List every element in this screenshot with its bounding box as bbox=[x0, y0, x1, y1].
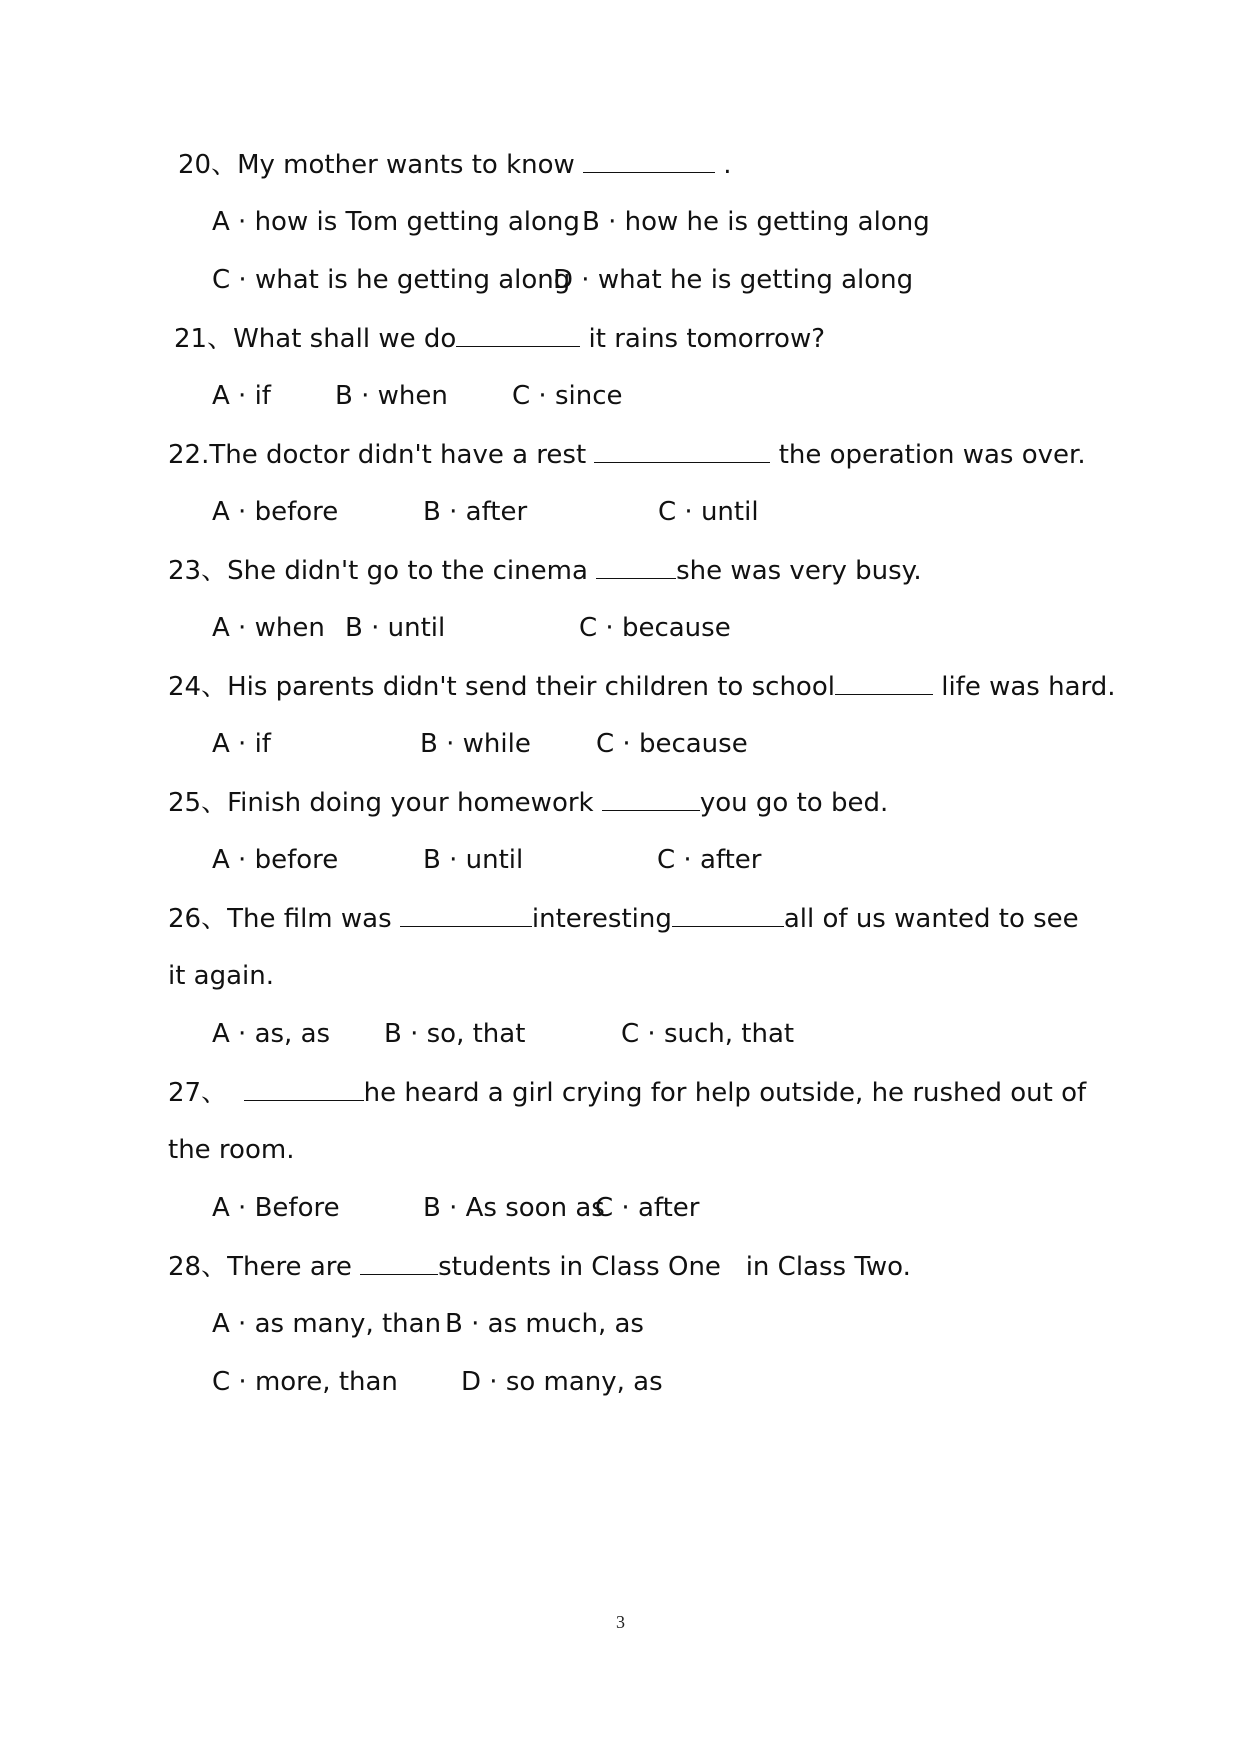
option-b: B · until bbox=[345, 613, 446, 643]
option-a: A · as, as bbox=[212, 1019, 331, 1049]
option-c: C · more, than bbox=[212, 1367, 398, 1397]
answer-blank bbox=[672, 902, 784, 927]
option-b: B · until bbox=[423, 845, 524, 875]
question-23 bbox=[168, 554, 922, 587]
question-text: 26、The film was bbox=[168, 904, 400, 934]
answer-blank bbox=[596, 554, 676, 579]
answer-blank bbox=[244, 1076, 364, 1101]
option-b: B · as much, as bbox=[445, 1309, 644, 1339]
question-text: 22.The doctor didn't have a rest bbox=[168, 440, 595, 470]
option-b: B · while bbox=[420, 729, 531, 759]
question-text: the operation was over. bbox=[770, 440, 1086, 470]
option-c: C · because bbox=[579, 613, 731, 643]
option-d: D · so many, as bbox=[461, 1367, 663, 1397]
option-c: C · until bbox=[658, 497, 759, 527]
answer-blank bbox=[594, 438, 770, 463]
question-25 bbox=[168, 786, 888, 819]
question-text: . bbox=[715, 150, 732, 180]
page-number: 3 bbox=[616, 1612, 625, 1632]
option-c: C · since bbox=[512, 381, 623, 411]
option-a: A · when bbox=[212, 613, 325, 643]
question-text: she was very busy. bbox=[676, 556, 922, 586]
option-a: A · as many, than bbox=[212, 1309, 442, 1339]
option-a: A · Before bbox=[212, 1193, 340, 1223]
answer-blank bbox=[400, 902, 532, 927]
question-text: 21、What shall we do bbox=[174, 324, 457, 354]
option-c: C · after bbox=[595, 1193, 700, 1223]
question-26-continued: it again. bbox=[168, 961, 275, 991]
option-c: C · such, that bbox=[621, 1019, 795, 1049]
question-24 bbox=[168, 670, 1116, 703]
question-20 bbox=[178, 148, 732, 181]
option-c: C · because bbox=[596, 729, 748, 759]
option-a: A · if bbox=[212, 381, 271, 411]
question-28 bbox=[168, 1250, 911, 1283]
question-26 bbox=[168, 902, 1079, 935]
option-b: B · so, that bbox=[384, 1019, 526, 1049]
option-b: B · As soon as bbox=[423, 1193, 605, 1223]
option-a: A · before bbox=[212, 497, 339, 527]
option-c: C · what is he getting along bbox=[212, 265, 571, 295]
question-text: 28、There are bbox=[168, 1252, 361, 1282]
option-a: A · before bbox=[212, 845, 339, 875]
question-text: all of us wanted to see bbox=[783, 904, 1079, 934]
option-b: B · after bbox=[423, 497, 528, 527]
question-27-continued: the room. bbox=[168, 1135, 295, 1165]
question-text: 27、 bbox=[168, 1078, 244, 1108]
question-22 bbox=[168, 438, 1086, 471]
question-text: students in Class One in Class Two. bbox=[438, 1252, 911, 1282]
answer-blank bbox=[583, 148, 715, 173]
question-text: 24、His parents didn't send their children to school bbox=[168, 672, 835, 702]
question-text: life was hard. bbox=[932, 672, 1116, 702]
answer-blank bbox=[456, 322, 580, 347]
answer-blank bbox=[360, 1250, 438, 1275]
option-b: B · when bbox=[335, 381, 448, 411]
option-c: C · after bbox=[657, 845, 762, 875]
option-a: A · if bbox=[212, 729, 271, 759]
question-text: 25、Finish doing your homework bbox=[168, 788, 602, 818]
question-21 bbox=[174, 322, 825, 355]
question-text: he heard a girl crying for help outside, he rushed out of bbox=[363, 1078, 1087, 1108]
question-text: 23、She didn't go to the cinema bbox=[168, 556, 597, 586]
question-text: 20、My mother wants to know bbox=[178, 150, 584, 180]
question-text: you go to bed. bbox=[699, 788, 889, 818]
option-a: A · how is Tom getting along bbox=[212, 207, 580, 237]
question-27 bbox=[168, 1076, 1086, 1109]
answer-blank bbox=[835, 670, 933, 695]
option-d: D · what he is getting along bbox=[553, 265, 914, 295]
question-text: it rains tomorrow? bbox=[580, 324, 826, 354]
option-b: B · how he is getting along bbox=[582, 207, 930, 237]
question-text: interesting bbox=[531, 904, 672, 934]
answer-blank bbox=[602, 786, 700, 811]
